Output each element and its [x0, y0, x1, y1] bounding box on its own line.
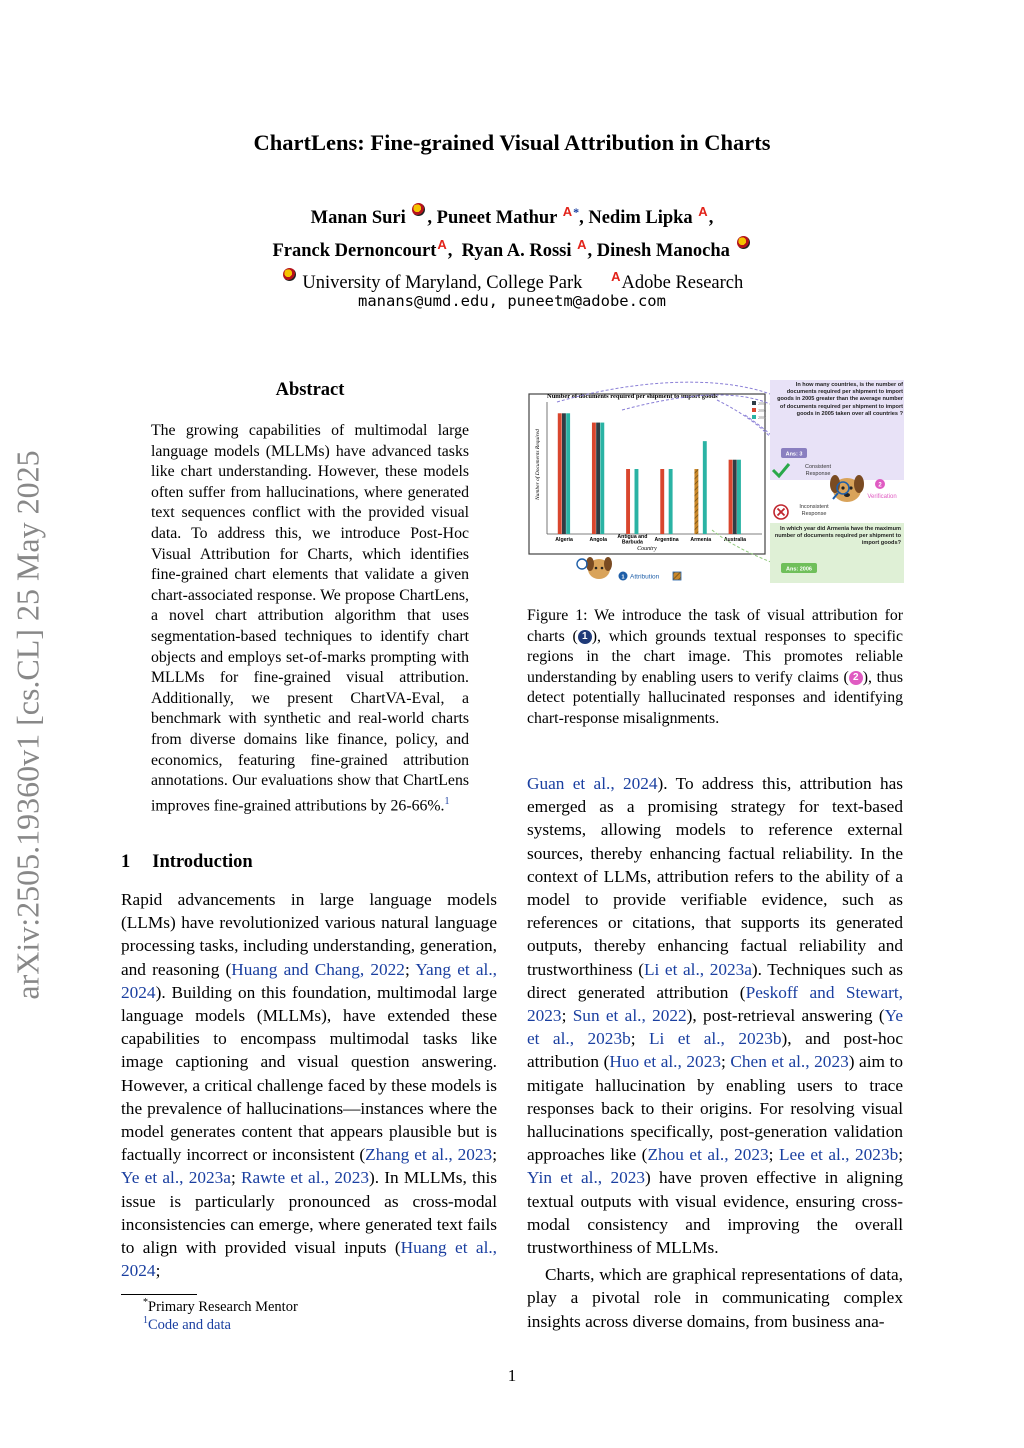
citation-year-link[interactable]: 2024 — [622, 774, 658, 793]
x-tick-label: Antigua and — [617, 534, 648, 540]
citation-year-link[interactable]: 2023b — [587, 1029, 631, 1049]
citation-link[interactable]: Huo et al., — [609, 1052, 682, 1072]
text-run: ). To address this, attribution has emerged as a promising strategy for text-based systems, allowing models to reference external sources, thereby enhancing factual reliability. In the context of LLMs, attribution refers to the ability of a model to provide verifiable evidence, such as references or citations, that supports its generated outputs, thereby enhancing factual reliability and trustworthiness ( — [527, 774, 904, 979]
citation-year-link[interactable]: 2022 — [370, 959, 405, 979]
adobe-logo-icon: A — [577, 237, 587, 252]
text-run: ) have proven effective in aligning textual outputs with visual evidence, ensuring cross-modal consistency and improving the overall trustworthiness of MLLMs. — [527, 1168, 903, 1258]
text-run: ) aim to mitigate hallucination by enabling users to trace responses back to their origins. For resolving visual hallucinations specifically, post-generation validation approaches like ( — [527, 1052, 903, 1165]
citation-link[interactable]: Peskoff and Stewart, — [745, 982, 904, 1002]
citation-link[interactable]: Zhang et al., — [365, 1145, 453, 1165]
bar-australia-2007 — [737, 460, 741, 534]
author-ryan-rossi: Ryan A. Rossi — [461, 241, 572, 262]
citation-link[interactable]: Huang and Chang, — [231, 959, 365, 979]
intro-paragraph-1-continued — [527, 772, 903, 1259]
text-run: ; — [720, 1052, 731, 1072]
citation-year-link[interactable]: 2022 — [652, 1006, 687, 1026]
footnote-2 — [143, 1315, 231, 1334]
x-tick-label: Algeria — [555, 537, 573, 543]
caption-text: Figure 1: We introduce the task of visual attribution for charts ( — [527, 607, 903, 645]
hatch-pattern-icon — [673, 572, 681, 580]
arxiv-stamp — [4, 420, 52, 1030]
mentor-footnote-mark[interactable]: * — [573, 205, 580, 219]
legend-label: 2007 — [758, 415, 766, 420]
intro-paragraph-2: Charts, which are graphical representations of data, play a pivotal role in communicating complex insights across diverse domains, from business ana- — [527, 1265, 903, 1331]
x-tick-label: Australia — [723, 537, 747, 543]
footnote-mark: * — [143, 1297, 148, 1308]
citation-link[interactable]: Lee et al., — [778, 1145, 850, 1165]
consistent-label: Consistent Response — [805, 464, 831, 477]
paper-title: ChartLens: Fine-grained Visual Attribution in Charts — [253, 130, 771, 155]
text-run: ; — [768, 1145, 779, 1165]
umd-logo-icon — [412, 203, 425, 216]
x-tick-label: Armenia — [690, 537, 712, 543]
author-nedim-lipka: , Nedim Lipka — [579, 208, 693, 229]
footnote-1 — [143, 1297, 298, 1316]
bar-antigua-and-barbuda-2007 — [635, 469, 639, 534]
bar-algeria-2006 — [558, 413, 562, 534]
text-run: ; — [404, 959, 416, 979]
citation-year-link[interactable]: 2023 — [734, 1145, 769, 1165]
bar-angola-2007 — [600, 423, 604, 534]
citation-year-link[interactable]: 2023 — [527, 1006, 562, 1026]
bar-angola-2006 — [592, 423, 596, 534]
author-manan-suri: Manan Suri — [310, 208, 406, 229]
citation-link[interactable]: Ye et al., — [527, 1006, 904, 1049]
answer-1-text: Ans: 3 — [785, 451, 803, 458]
text-run: ), post-retrieval answering ( — [686, 1006, 885, 1026]
x-tick-label: Barbuda — [621, 539, 643, 546]
author-puneet-mathur: , Puneet Mathur — [427, 208, 558, 229]
adobe-logo-icon: A — [437, 237, 447, 252]
footnote-text: Primary Research Mentor — [148, 1298, 298, 1315]
text-run: ; — [898, 1145, 904, 1165]
bar-algeria-2007 — [566, 413, 570, 534]
section-number: 1 — [121, 852, 131, 872]
umd-logo-icon — [283, 268, 296, 281]
citation-link[interactable]: Rawte et al., — [240, 1168, 330, 1188]
affiliations — [0, 268, 1024, 294]
attribution-label: Attribution — [630, 573, 660, 581]
citation-year-link[interactable]: 2023 — [610, 1168, 645, 1188]
legend-swatch — [752, 401, 756, 405]
legend-label: 2005 — [758, 401, 766, 406]
author-separator: , — [447, 241, 453, 262]
chart-title: Number of documents required per shipment to import goods — [547, 393, 718, 400]
citation-year-link[interactable]: 2023a — [709, 959, 752, 979]
author-separator: , — [708, 208, 714, 229]
bar-australia-2006 — [729, 460, 733, 534]
affiliation-umd: University of Maryland, College Park — [302, 273, 583, 294]
citation-year-link[interactable]: 2023 — [457, 1145, 493, 1165]
citation-link[interactable]: Yin et al., — [527, 1168, 603, 1188]
text-run: ; — [230, 1168, 241, 1188]
citation-year-link[interactable]: 2023 — [686, 1052, 721, 1072]
citation-link[interactable]: Yang et al., — [415, 959, 497, 979]
text-run: ; — [492, 1145, 497, 1165]
code-and-data-link[interactable]: Code and data — [148, 1316, 231, 1333]
citation-link[interactable]: Sun et al., — [572, 1006, 646, 1026]
legend-swatch — [752, 408, 756, 412]
bar-armenia-2006 — [694, 469, 698, 534]
citation-year-link[interactable]: 2024 — [121, 1261, 156, 1281]
abstract-footnote-mark[interactable]: 1 — [444, 795, 450, 807]
step-2-badge-icon: 2 — [849, 671, 863, 685]
footnote-mark: 1 — [143, 1315, 148, 1326]
text-run: ). Techniques such as direct generated attribution ( — [527, 959, 903, 1002]
abstract-body: The growing capabilities of multimodal large language models (MLLMs) have advanced tasks like chart understanding. However, these models often suffer from hallucinations, where generated text sequences conflict with the provided visual data. To address this, we introduce Post-Hoc Visual Attribution for Charts, which identifies fine-grained chart elements that validate a given chart-associated response. We propose ChartLens, a novel chart attribution algorithm that uses segmentation-based techniques to identify chart objects and employs set-of-marks prompting with MLLMs for fine-grained visual attribution. Additionally, we present ChartVA-Eval, a benchmark with synthetic and real-world charts from diverse domains like finance, policy, and economics, featuring fine-grained attribution annotations. Our evaluations show that ChartLens improves fine-grained attributions by 26-66%. — [151, 422, 469, 814]
bar-argentina-2007 — [669, 469, 673, 534]
citation-link[interactable]: Zhou et al., — [647, 1145, 729, 1165]
caption-text: ), which grounds textual responses to specific regions in the chart image. This promotes reliable understanding by enabling users to verify claims ( — [527, 627, 903, 686]
bar-armenia-2007 — [703, 441, 707, 534]
step-2-number: 2 — [878, 482, 882, 489]
attribution-dog-icon — [577, 557, 612, 579]
citation-year-link[interactable]: 2023b — [855, 1145, 899, 1165]
step-1-badge-icon: 1 — [578, 630, 592, 644]
dog-mascot-icon — [830, 475, 864, 502]
affiliation-adobe: Adobe Research — [621, 273, 744, 294]
text-run: ; — [630, 1029, 649, 1049]
answer-2-text: Ans: 2006 — [786, 566, 812, 573]
author-line-2 — [0, 236, 1024, 262]
page-number: 1 — [507, 1366, 517, 1385]
legend-label: 2006 — [758, 408, 766, 413]
bar-algeria-2005 — [562, 413, 566, 534]
arxiv-id: arXiv:2505.19360v1 [cs.CL] 25 May 2025 — [9, 450, 46, 1000]
caption-text: ), thus detect potentially hallucinated responses and identifying chart-response misalignments. — [527, 668, 903, 727]
adobe-logo-icon: A — [698, 204, 708, 219]
x-tick-label: Angola — [589, 537, 608, 543]
citation-year-link[interactable]: 2023 — [814, 1052, 849, 1072]
intro-paragraph-1 — [121, 888, 497, 1282]
abstract-text — [151, 421, 469, 817]
figure-1-illustration — [527, 380, 904, 585]
citation-link[interactable]: Guan et al., — [527, 774, 615, 793]
adobe-logo-icon: A — [611, 269, 621, 284]
inconsistent-label: Inconsistent Response — [799, 504, 829, 517]
x-tick-label: Argentina — [654, 537, 679, 543]
intro-right-column — [527, 772, 903, 1333]
citation-year-link[interactable]: 2024 — [121, 982, 156, 1002]
text-run: Rapid advancements in large language models (LLMs) have revolutionized various natural language processing tasks, including understanding, generation, and reasoning ( — [121, 890, 497, 979]
verification-label: Verification — [867, 494, 897, 500]
author-franck-dernoncourt: Franck Dernoncourt — [272, 241, 437, 262]
text-run: ; — [561, 1006, 573, 1026]
question-2-text: In which year did Armenia have the maximum number of documents required per shipment to import goods? — [774, 526, 901, 547]
text-run: ), and post-hoc attribution ( — [527, 1029, 903, 1072]
footnote-rule — [121, 1294, 197, 1295]
abstract-heading: Abstract — [275, 380, 345, 400]
legend-swatch — [752, 415, 756, 419]
section-title: Introduction — [152, 852, 253, 872]
citation-year-link[interactable]: 2023a — [188, 1168, 231, 1188]
chart-x-label: Country — [637, 546, 657, 552]
author-emails: manans@umd.edu, puneetm@adobe.com — [358, 292, 666, 310]
step-1-number: 1 — [621, 574, 625, 581]
bar-antigua-and-barbuda-2006 — [626, 469, 630, 534]
text-run: ; — [155, 1261, 161, 1281]
citation-link[interactable]: Li et al., — [648, 1029, 725, 1049]
citation-year-link[interactable]: 2023b — [738, 1029, 782, 1049]
text-run: ). Building on this foundation, multimodal large language models (MLLMs), have extended these capabilities to encompass multimodal tasks like image captioning and visual question answering. However, a critical challenge faced by these models is the prevalence of hallucinations—instances where the model generates content that appears plausible but is factually incorrect or inconsistent ( — [121, 982, 497, 1165]
citation-year-link[interactable]: 2023 — [334, 1168, 369, 1188]
intro-left-column — [121, 888, 497, 1282]
chart-y-label: Number of Documents Required — [535, 429, 541, 500]
text-run: ). In MLLMs, this issue is particularly pronounced as cross-modal inconsistencies can emerge, where generated text fails to align with provided visual inputs ( — [121, 1168, 497, 1258]
citation-link[interactable]: Li et al., — [643, 959, 705, 979]
citation-link[interactable]: Ye et al., — [121, 1168, 184, 1188]
adobe-logo-icon: A — [562, 204, 573, 219]
question-1-text: In how many countries, is the number of documents required per shipment to import goods in 2005 greater than the average number of documents required per shipment to import goods in 2005 taken over all countries ? — [777, 382, 903, 417]
citation-link[interactable]: Huang et al., — [400, 1238, 498, 1258]
author-line-1 — [0, 203, 1024, 229]
figure-1 — [527, 380, 904, 585]
figure-1-caption — [527, 606, 903, 730]
bar-australia-2005 — [733, 460, 737, 534]
bar-angola-2005 — [596, 423, 600, 534]
author-dinesh-manocha: , Dinesh Manocha — [587, 241, 730, 262]
section-heading-introduction — [121, 852, 253, 873]
citation-link[interactable]: Chen et al., — [730, 1052, 810, 1072]
bar-argentina-2006 — [660, 469, 664, 534]
umd-logo-icon — [737, 236, 750, 249]
